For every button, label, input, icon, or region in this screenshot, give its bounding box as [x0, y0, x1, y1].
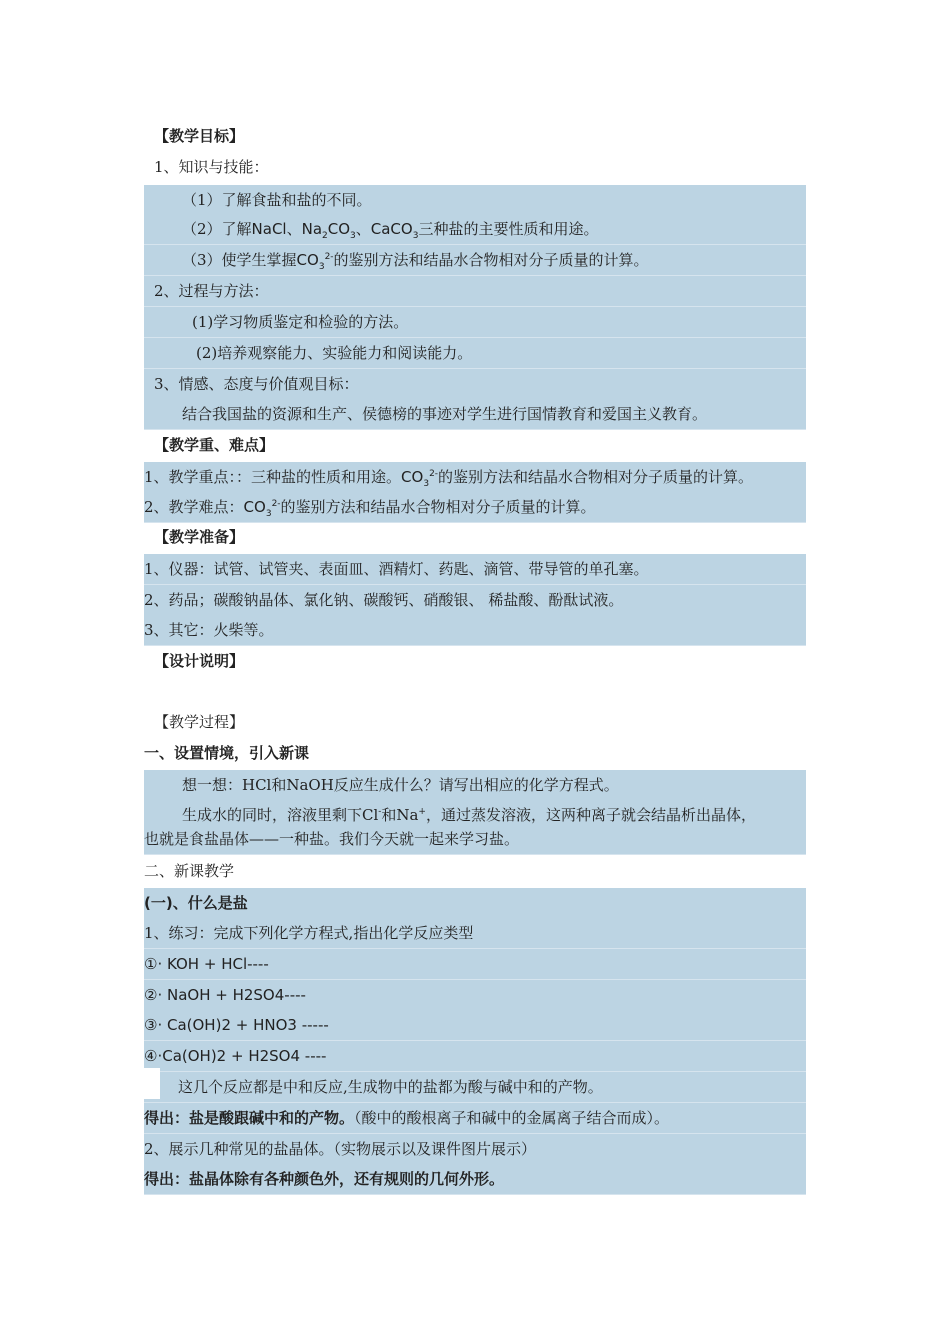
attitude-text: 结合我国盐的资源和生产、侯德榜的事迹对学生进行国情教育和爱国主义教育。 — [144, 399, 806, 430]
objective-k3: （3）使学生掌握$CO_3^{2-}$的鉴别方法和结晶水合物相对分子质量的计算。 — [144, 245, 806, 276]
keypoints-heading: 【教学重、难点】 — [154, 436, 275, 454]
objective-p2: (2)培养观察能力、实验能力和阅读能力。 — [144, 338, 806, 369]
neutralization-note: 这几个反应都是中和反应,生成物中的盐都为酸与碱中和的产物。 — [144, 1072, 806, 1103]
preparation-reagents: 2、药品；碳酸钠晶体、氯化钠、碳酸钙、硝酸银、 稀盐酸、酚酞试液。 — [144, 585, 806, 616]
knowledge-label: 1、知识与技能： — [154, 158, 269, 176]
objectives-heading: 【教学目标】 — [154, 127, 245, 145]
exercise-prompt: 1、练习：完成下列化学方程式,指出化学反应类型 — [144, 918, 806, 949]
explanation-line2: 也就是食盐晶体——一种盐。我们今天就一起来学习盐。 — [144, 824, 806, 855]
focus-point: 1、教学重点：：三种盐的性质和用途。$CO_3^{2-}$的鉴别方法和结晶水合物相对分子质量的计算。 — [144, 462, 806, 493]
think-prompt: 想一想：HCl和NaOH反应生成什么？请写出相应的化学方程式。 — [144, 770, 806, 801]
process-heading: 【教学过程】 — [154, 713, 245, 731]
section2-title: 二、新课教学 — [144, 862, 235, 880]
show-crystals: 2、展示几种常见的盐晶体。（实物展示以及课件图片展示） — [144, 1134, 806, 1165]
subsection1-title: (一)、什么是盐 — [144, 888, 806, 919]
highlight-gap — [144, 1068, 160, 1099]
explanation-line1: 生成水的同时，溶液里剩下Cl-和Na+，通过蒸发溶液，这两种离子就会结晶析出晶体， — [144, 800, 806, 831]
objective-p1: (1)学习物质鉴定和检验的方法。 — [144, 307, 806, 338]
equation-1: ①· KOH + HCl---- — [144, 949, 806, 980]
equation-4: ④·Ca(OH)2 + H2SO4 ---- — [144, 1041, 806, 1072]
preparation-instruments: 1、仪器：试管、试管夹、表面皿、酒精灯、药匙、滴管、带导管的单孔塞。 — [144, 554, 806, 585]
preparation-heading: 【教学准备】 — [154, 528, 245, 546]
conclusion-2: 得出：盐晶体除有各种颜色外，还有规则的几何外形。 — [144, 1164, 806, 1195]
attitude-label: 3、情感、态度与价值观目标： — [144, 369, 806, 400]
conclusion-1: 得出：盐是酸跟碱中和的产物。（酸中的酸根离子和碱中的金属离子结合而成）。 — [144, 1103, 806, 1134]
equation-2: ②· NaOH + H2SO4---- — [144, 980, 806, 1011]
objective-k1: （1）了解食盐和盐的不同。 — [144, 185, 806, 216]
preparation-others: 3、其它：火柴等。 — [144, 615, 806, 646]
equation-3: ③· Ca(OH)2 + HNO3 ----- — [144, 1010, 806, 1041]
difficulty-point: 2、教学难点：$CO_3^{2-}$的鉴别方法和结晶水合物相对分子质量的计算。 — [144, 492, 806, 523]
design-heading: 【设计说明】 — [154, 652, 245, 670]
objective-k2: （2）了解NaCl、$Na_2CO_3$、CaCO$_3$三种盐的主要性质和用途。 — [144, 214, 806, 245]
process-label: 2、过程与方法： — [144, 276, 806, 307]
section1-title: 一、设置情境，引入新课 — [144, 744, 310, 762]
